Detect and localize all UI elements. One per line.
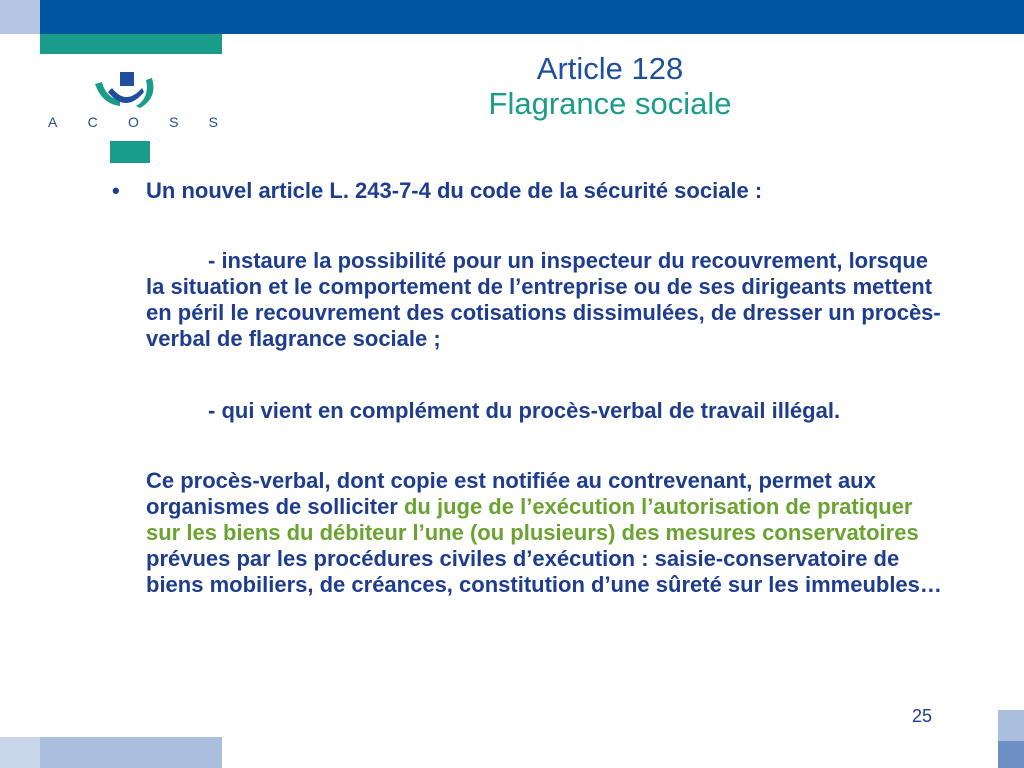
bottom-right-square-dark	[998, 741, 1024, 768]
logo-letter: S	[169, 114, 179, 130]
title-line-subject: Flagrance sociale	[488, 86, 732, 121]
logo-letter: S	[208, 114, 218, 130]
top-corner-square	[0, 0, 40, 34]
sub-item-2-text: - qui vient en complément du procès-verbal de travail illégal.	[208, 398, 841, 423]
logo-letter: A	[48, 114, 58, 130]
closing-paragraph-highlight: du juge de l’exécution l’autorisation de pratiquer sur les biens du débiteur l’une (ou plusieurs) des mesures conservatoires	[146, 494, 919, 545]
top-green-band	[40, 34, 222, 54]
slide-body	[146, 178, 946, 598]
bullet-heading: Un nouvel article L. 243-7-4 du code de la sécurité sociale :	[146, 178, 763, 203]
closing-paragraph-end: prévues par les procédures civiles d’exécution : saisie-conservatoire de biens mobiliers, de créances, constitution d’une sûreté sur les immeubles…	[146, 546, 942, 597]
top-blue-band	[0, 0, 1024, 34]
sub-item-1-text: - instaure la possibilité pour un inspecteur du recouvrement, lorsque la situation et le comportement de l’entreprise ou de ses dirigeants mettent en péril le recouvrement des cotisations dissimulées, de dresser un procès-verbal de flagrance sociale ;	[146, 248, 941, 351]
logo-green-square	[110, 141, 150, 163]
logo-letter: O	[127, 114, 139, 130]
bottom-left-corner	[0, 737, 40, 768]
slide-title	[340, 52, 880, 122]
sub-item-2	[146, 398, 946, 424]
closing-paragraph-start: Ce procès-verbal, dont copie est notifiée au contrevenant, permet aux organismes de solliciter	[146, 468, 876, 519]
acoss-logo-icon	[40, 66, 230, 146]
logo-letter: C	[87, 114, 98, 130]
sub-item-1	[146, 248, 946, 352]
page-number: 25	[912, 706, 933, 726]
bottom-right-square-light	[998, 710, 1024, 741]
closing-paragraph	[146, 468, 946, 598]
logo-wordmark	[48, 114, 218, 130]
title-line-article: Article 128	[536, 51, 684, 86]
bullet-marker: •	[112, 178, 120, 203]
